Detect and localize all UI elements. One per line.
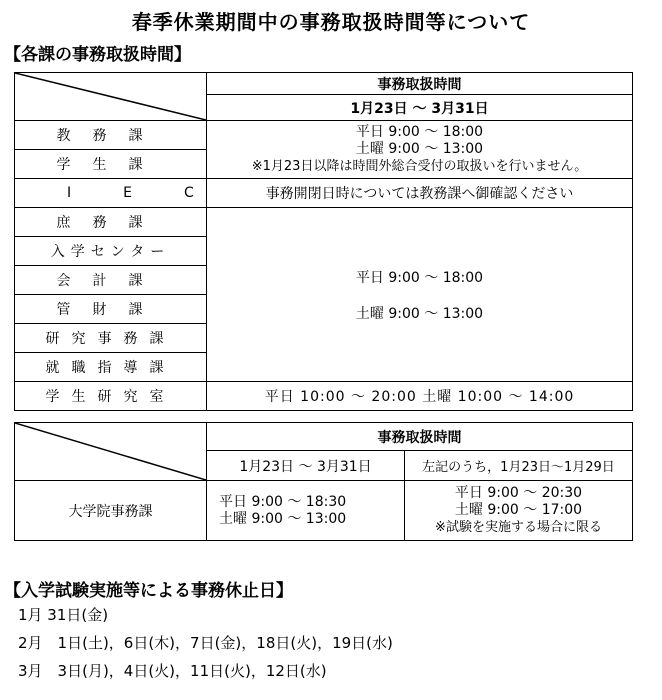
hours-cell bbox=[405, 481, 633, 541]
office-hours-table bbox=[14, 72, 633, 411]
dept-cell: 学生課 bbox=[15, 150, 207, 179]
dept-cell: 研究事務課 bbox=[15, 324, 207, 353]
hours-note: ※1月23日以降は時間外総合受付の取扱いを行いません。 bbox=[251, 159, 588, 174]
hours-line: 平日 9:00 〜 18:00 bbox=[355, 269, 484, 286]
period-label: 1月23日 〜 3月31日 bbox=[207, 451, 405, 481]
section-heading-closed-days: 【入学試験実施等による事務休止日】 bbox=[4, 581, 293, 601]
hours-cell: 平日 10:00 〜 20:00 土曜 10:00 〜 14:00 bbox=[207, 382, 633, 411]
hours-line: 土曜 9:00 〜 13:00 bbox=[355, 305, 484, 322]
dept-cell: 管財課 bbox=[15, 295, 207, 324]
hours-line: 土曜 9:00 〜 13:00 bbox=[355, 141, 484, 157]
hours-line: 土曜 9:00 〜 13:00 bbox=[219, 510, 347, 527]
hours-cell bbox=[207, 481, 405, 541]
hours-note: ※試験を実施する場合に限る bbox=[435, 520, 602, 535]
holiday-line: 1月 31日(金) bbox=[18, 606, 109, 624]
period-label: 左記のうち，1月23日〜1月29日 bbox=[405, 451, 633, 481]
dept-cell: 教務課 bbox=[15, 121, 207, 150]
dept-cell: 就職指導課 bbox=[15, 353, 207, 382]
dept-cell: 会計課 bbox=[15, 266, 207, 295]
hours-line: 平日 9:00 〜 18:00 bbox=[355, 124, 484, 140]
hours-line: 平日 9:00 〜 18:30 bbox=[219, 493, 347, 510]
hours-line: 土曜 9:00 〜 17:00 bbox=[454, 502, 583, 518]
diagonal-corner-cell bbox=[15, 73, 207, 121]
hours-cell bbox=[207, 121, 633, 179]
header-hours: 事務取扱時間 bbox=[207, 73, 633, 95]
section-heading-office-hours: 【各課の事務取扱時間】 bbox=[4, 45, 191, 65]
period-label: 1月23日 〜 3月31日 bbox=[207, 95, 633, 121]
hours-cell: 事務開閉日時については教務課へ御確認ください bbox=[207, 179, 633, 208]
dept-cell: IEC bbox=[15, 179, 207, 208]
dept-cell: 庶務課 bbox=[15, 208, 207, 237]
diagonal-corner-cell bbox=[15, 423, 207, 481]
graduate-office-hours-table bbox=[14, 422, 633, 541]
hours-cell bbox=[207, 208, 633, 382]
page-title: 春季休業期間中の事務取扱時間等について bbox=[131, 10, 531, 34]
hours-line: 平日 9:00 〜 20:30 bbox=[454, 485, 583, 501]
holiday-line: 3月 3日(月)，4日(火)，11日(火)，12日(水) bbox=[18, 662, 327, 680]
dept-cell: 大学院事務課 bbox=[15, 481, 207, 541]
dept-cell: 学生研究室 bbox=[15, 382, 207, 411]
dept-cell: 入学センター bbox=[15, 237, 207, 266]
holiday-line: 2月 1日(土)，6日(木)，7日(金)，18日(火)，19日(水) bbox=[18, 634, 393, 652]
header-hours: 事務取扱時間 bbox=[207, 423, 633, 451]
